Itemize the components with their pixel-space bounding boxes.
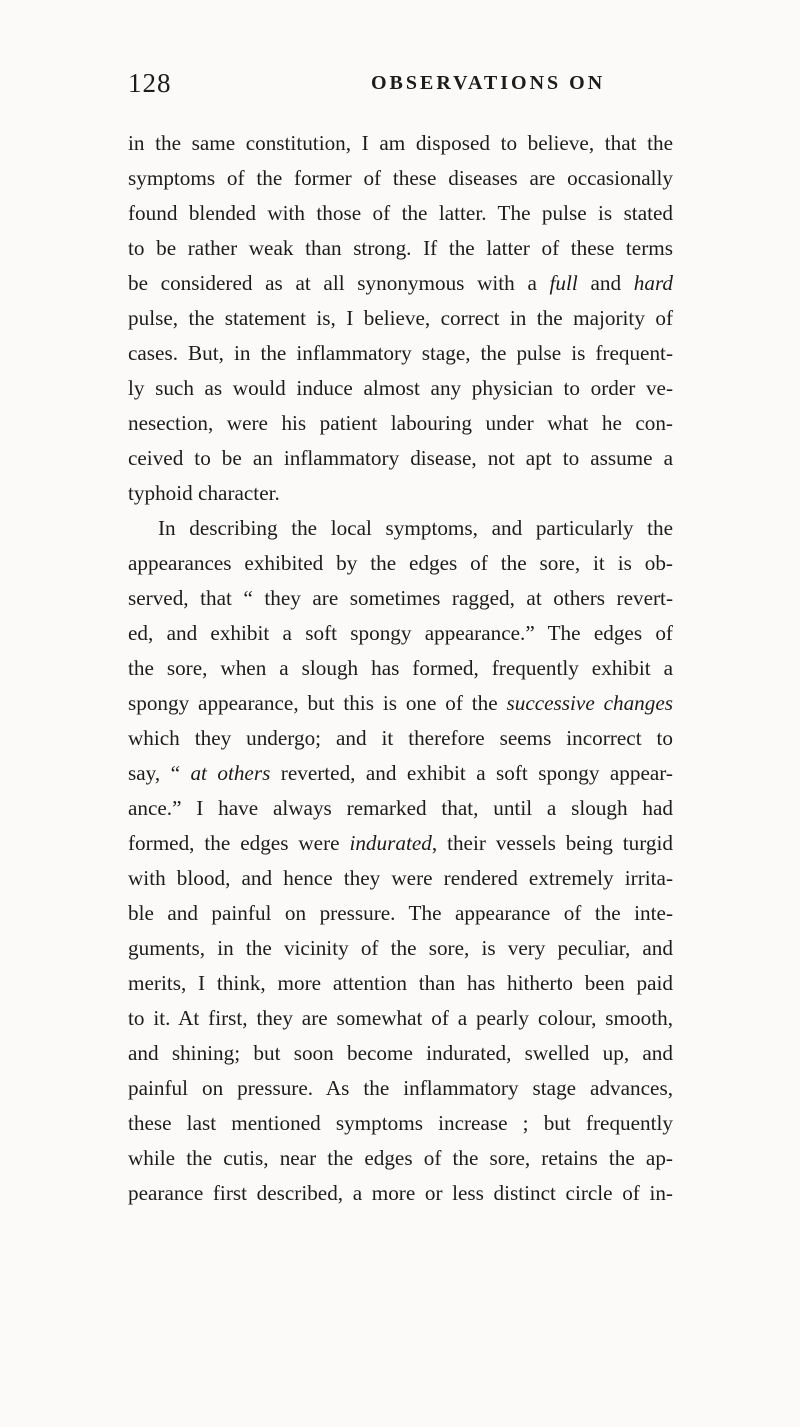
text-line bbox=[128, 896, 673, 931]
text-run: while the cutis, near the edges of the sore, retains the ap- bbox=[128, 1146, 673, 1170]
text-line bbox=[128, 1141, 673, 1176]
running-head-title: OBSERVATIONS ON bbox=[371, 72, 606, 94]
text-run: ble and painful on pressure. The appearance of the inte- bbox=[128, 901, 673, 925]
italic-run: successive changes bbox=[506, 691, 673, 715]
text-run: ance.” I have always remarked that, until a slough had bbox=[128, 796, 673, 820]
text-line bbox=[128, 756, 673, 791]
text-run: say, “ bbox=[128, 761, 191, 785]
text-run: appearances exhibited by the edges of the sore, it is ob- bbox=[128, 551, 673, 575]
text-run: served, that “ they are sometimes ragged, at others revert- bbox=[128, 586, 673, 610]
text-line bbox=[128, 231, 673, 266]
text-line bbox=[128, 406, 673, 441]
text-line bbox=[128, 1001, 673, 1036]
text-line bbox=[128, 616, 673, 651]
text-run: the sore, when a slough has formed, frequently exhibit a bbox=[128, 656, 673, 680]
text-line bbox=[128, 476, 673, 511]
text-line bbox=[128, 161, 673, 196]
italic-run: hard bbox=[633, 271, 673, 295]
text-line bbox=[128, 861, 673, 896]
text-run: in the same constitution, I am disposed to believe, that the bbox=[128, 131, 673, 155]
text-run: and shining; but soon become indurated, swelled up, and bbox=[128, 1041, 673, 1065]
text-run: these last mentioned symptoms increase ; but frequently bbox=[128, 1111, 673, 1135]
text-run: formed, the edges were bbox=[128, 831, 350, 855]
italic-run: full bbox=[549, 271, 578, 295]
text-line bbox=[128, 126, 673, 161]
text-line bbox=[128, 651, 673, 686]
text-run: pulse, the statement is, I believe, correct in the majority of bbox=[128, 306, 673, 330]
text-line bbox=[128, 791, 673, 826]
text-run: ly such as would induce almost any physician to order ve- bbox=[128, 376, 673, 400]
text-line bbox=[128, 686, 673, 721]
text-run: cases. But, in the inflammatory stage, the pulse is frequent- bbox=[128, 341, 673, 365]
text-line bbox=[128, 196, 673, 231]
text-run: to it. At first, they are somewhat of a pearly colour, smooth, bbox=[128, 1006, 673, 1030]
text-run: painful on pressure. As the inflammatory stage advances, bbox=[128, 1076, 673, 1100]
text-run: guments, in the vicinity of the sore, is very peculiar, and bbox=[128, 936, 673, 960]
text-run: which they undergo; and it therefore seems incorrect to bbox=[128, 726, 673, 750]
text-line bbox=[128, 966, 673, 1001]
text-line bbox=[128, 1071, 673, 1106]
text-run: be considered as at all synonymous with a bbox=[128, 271, 550, 295]
text-line bbox=[128, 826, 673, 861]
text-run: and bbox=[577, 271, 634, 295]
italic-run: indurated bbox=[349, 831, 432, 855]
text-run: ceived to be an inflammatory disease, not apt to assume a bbox=[128, 446, 673, 470]
text-line bbox=[128, 721, 673, 756]
text-run: In describing the local symptoms, and particularly the bbox=[158, 516, 673, 540]
text-run: found blended with those of the latter. The pulse is stated bbox=[128, 201, 673, 225]
text-line bbox=[128, 301, 673, 336]
text-run: spongy appearance, but this is one of the bbox=[128, 691, 507, 715]
text-line bbox=[128, 511, 673, 546]
text-line bbox=[128, 1176, 673, 1211]
text-run: to be rather weak than strong. If the latter of these terms bbox=[128, 236, 673, 260]
body-text bbox=[128, 126, 673, 1211]
text-line bbox=[128, 931, 673, 966]
running-head bbox=[128, 68, 688, 108]
text-line bbox=[128, 1036, 673, 1071]
text-run: symptoms of the former of these diseases are occasionally bbox=[128, 166, 673, 190]
text-run: merits, I think, more attention than has hitherto been paid bbox=[128, 971, 673, 995]
italic-run: at others bbox=[190, 761, 271, 785]
text-run: pearance first described, a more or less distinct circle of in- bbox=[128, 1181, 673, 1205]
text-line bbox=[128, 371, 673, 406]
text-run: nesection, were his patient labouring under what he con- bbox=[128, 411, 673, 435]
text-line bbox=[128, 581, 673, 616]
text-line bbox=[128, 441, 673, 476]
page-number: 128 bbox=[128, 68, 172, 98]
text-line bbox=[128, 1106, 673, 1141]
text-run: typhoid character. bbox=[128, 481, 280, 505]
text-run: , their vessels being turgid bbox=[431, 831, 673, 855]
text-run: reverted, and exhibit a soft spongy appear- bbox=[270, 761, 673, 785]
text-run: with blood, and hence they were rendered extremely irrita- bbox=[128, 866, 673, 890]
text-line bbox=[128, 546, 673, 581]
text-run: ed, and exhibit a soft spongy appearance.” The edges of bbox=[128, 621, 673, 645]
text-line bbox=[128, 266, 673, 301]
text-line bbox=[128, 336, 673, 371]
